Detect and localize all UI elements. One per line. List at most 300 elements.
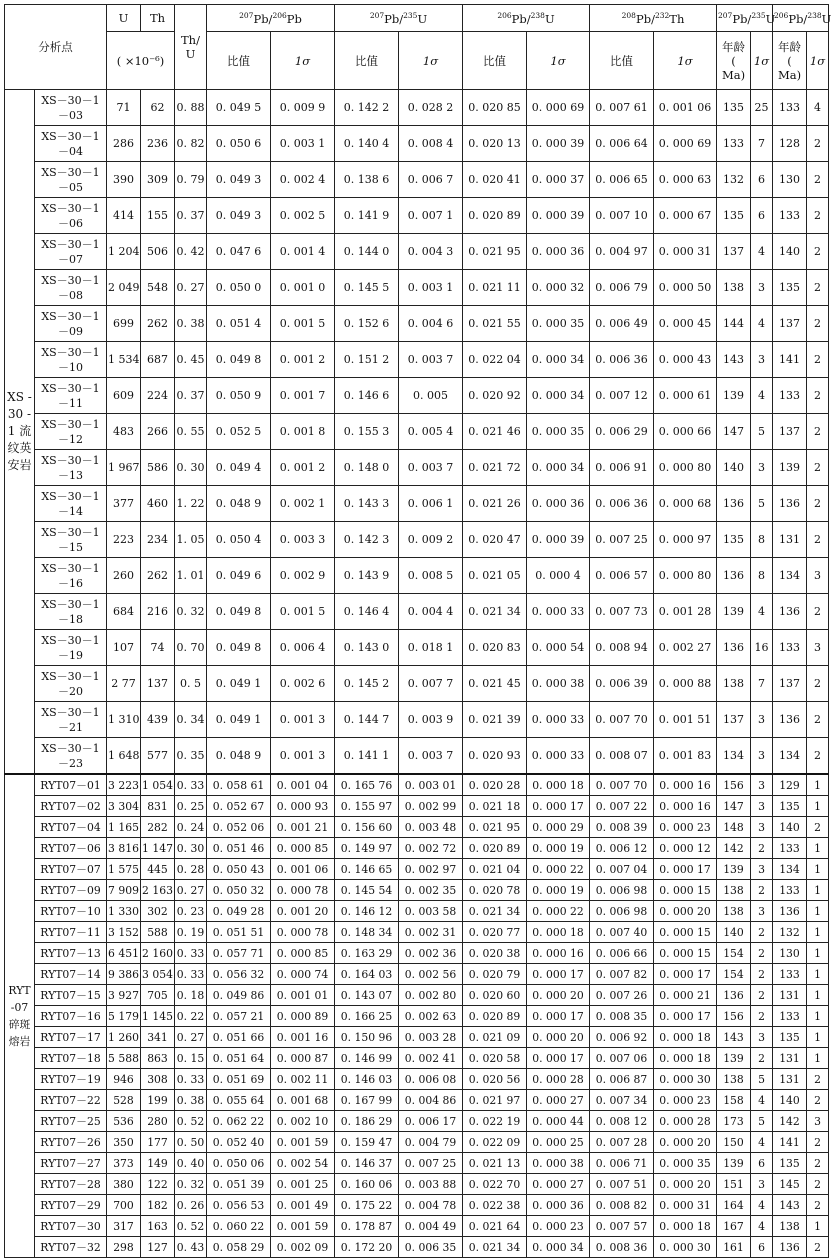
data-cell: 0. 050 06 <box>207 1153 271 1174</box>
data-cell: 0. 000 39 <box>527 198 590 234</box>
header-sigma: 1σ <box>807 32 829 90</box>
data-cell: 0. 003 28 <box>399 1027 463 1048</box>
spot-id-cell: XS－30－1－09 <box>35 306 107 342</box>
spot-id-cell: XS－30－1－16 <box>35 558 107 594</box>
data-cell: 0. 000 80 <box>654 558 717 594</box>
data-cell: 0. 000 20 <box>527 985 590 1006</box>
data-cell: 0. 007 82 <box>590 964 654 985</box>
data-cell: 0. 165 76 <box>335 774 399 796</box>
data-cell: 0. 000 89 <box>271 1006 335 1027</box>
data-cell: 0. 149 97 <box>335 838 399 859</box>
data-cell: 0. 051 51 <box>207 922 271 943</box>
data-cell: 138 <box>773 1216 807 1237</box>
table-row <box>5 838 829 859</box>
data-cell: 0. 003 01 <box>399 774 463 796</box>
data-cell: 3 <box>807 558 829 594</box>
data-cell: 2 <box>807 1069 829 1090</box>
spot-id-cell: RYT07－17 <box>35 1027 107 1048</box>
data-cell: 0. 006 35 <box>399 1237 463 1258</box>
data-cell: 0. 004 49 <box>399 1216 463 1237</box>
data-cell: 705 <box>141 985 175 1006</box>
header-concentration-unit: ( ×10⁻⁶) <box>107 32 175 90</box>
data-cell: 0. 002 35 <box>399 880 463 901</box>
data-cell: 380 <box>107 1174 141 1195</box>
table-row <box>5 90 829 126</box>
data-cell: 609 <box>107 378 141 414</box>
spot-id-cell: RYT07－32 <box>35 1237 107 1258</box>
data-cell: 140 <box>717 922 751 943</box>
data-cell: 0. 000 78 <box>271 922 335 943</box>
data-cell: 0. 003 1 <box>399 270 463 306</box>
data-cell: 0. 003 48 <box>399 817 463 838</box>
data-cell: 0. 002 97 <box>399 859 463 880</box>
data-cell: 0. 049 3 <box>207 162 271 198</box>
data-cell: 2 <box>807 270 829 306</box>
data-cell: 0. 000 17 <box>527 964 590 985</box>
data-cell: 0. 049 28 <box>207 901 271 922</box>
data-cell: 164 <box>717 1195 751 1216</box>
data-cell: 0. 000 18 <box>527 774 590 796</box>
data-cell: 0. 32 <box>175 1174 207 1195</box>
data-cell: 0. 001 59 <box>271 1132 335 1153</box>
data-cell: 0. 020 89 <box>463 1006 527 1027</box>
spot-id-cell: XS－30－1－03 <box>35 90 107 126</box>
data-cell: 136 <box>773 1237 807 1258</box>
spot-id-cell: XS－30－1－10 <box>35 342 107 378</box>
data-cell: 0. 000 85 <box>271 838 335 859</box>
data-cell: 2 <box>751 880 773 901</box>
data-cell: 0. 163 29 <box>335 943 399 964</box>
data-cell: 0. 003 88 <box>399 1174 463 1195</box>
data-cell: 135 <box>773 270 807 306</box>
data-cell: 0. 001 83 <box>654 738 717 775</box>
data-cell: 0. 004 86 <box>399 1090 463 1111</box>
data-cell: 5 588 <box>107 1048 141 1069</box>
data-cell: 586 <box>141 450 175 486</box>
data-cell: 0. 001 68 <box>271 1090 335 1111</box>
spot-id-cell: XS－30－1－21 <box>35 702 107 738</box>
data-cell: 0. 000 29 <box>527 817 590 838</box>
data-cell: 0. 35 <box>175 738 207 775</box>
data-cell: 2 160 <box>141 943 175 964</box>
data-cell: 2 <box>807 234 829 270</box>
data-cell: 154 <box>717 964 751 985</box>
data-cell: 0. 021 26 <box>463 486 527 522</box>
data-cell: 2 <box>807 666 829 702</box>
data-cell: 3 <box>751 702 773 738</box>
data-cell: 0. 143 0 <box>335 630 399 666</box>
header-ratio: 比值 <box>463 32 527 90</box>
data-cell: 0. 055 64 <box>207 1090 271 1111</box>
data-cell: 0. 000 18 <box>654 1027 717 1048</box>
data-cell: 0. 006 49 <box>590 306 654 342</box>
data-cell: 460 <box>141 486 175 522</box>
data-cell: 0. 22 <box>175 1006 207 1027</box>
data-cell: 0. 003 7 <box>399 450 463 486</box>
header-sigma: 1σ <box>654 32 717 90</box>
data-cell: 308 <box>141 1069 175 1090</box>
data-cell: 3 <box>807 1111 829 1132</box>
data-cell: 0. 006 65 <box>590 162 654 198</box>
data-cell: 0. 051 69 <box>207 1069 271 1090</box>
data-cell: 0. 049 8 <box>207 630 271 666</box>
data-cell: 0. 049 86 <box>207 985 271 1006</box>
data-cell: 0. 001 7 <box>271 378 335 414</box>
data-cell: 0. 006 57 <box>590 558 654 594</box>
data-cell: 0. 002 80 <box>399 985 463 1006</box>
data-cell: 2 <box>807 378 829 414</box>
data-cell: 0. 140 4 <box>335 126 399 162</box>
data-cell: 0. 26 <box>175 1195 207 1216</box>
table-row <box>5 1006 829 1027</box>
data-cell: 0. 002 10 <box>271 1111 335 1132</box>
data-cell: 0. 151 2 <box>335 342 399 378</box>
data-cell: 142 <box>773 1111 807 1132</box>
data-cell: 0. 001 51 <box>654 702 717 738</box>
header-pb207-u235: $^{207}$Pb/$^{235}$U <box>335 5 463 32</box>
data-cell: 74 <box>141 630 175 666</box>
spot-id-cell: RYT07－19 <box>35 1069 107 1090</box>
data-cell: 0. 160 06 <box>335 1174 399 1195</box>
data-cell: 139 <box>717 378 751 414</box>
data-cell: 0. 006 12 <box>590 838 654 859</box>
data-cell: 0. 000 63 <box>654 162 717 198</box>
data-cell: 0. 000 69 <box>654 126 717 162</box>
data-cell: 390 <box>107 162 141 198</box>
data-cell: 0. 30 <box>175 838 207 859</box>
data-cell: 0. 021 55 <box>463 306 527 342</box>
data-cell: 133 <box>773 198 807 234</box>
table-row <box>5 126 829 162</box>
data-cell: 0. 006 36 <box>590 342 654 378</box>
spot-id-cell: XS－30－1－20 <box>35 666 107 702</box>
table-row <box>5 1069 829 1090</box>
data-cell: 0. 155 97 <box>335 796 399 817</box>
data-cell: 137 <box>141 666 175 702</box>
table-row <box>5 234 829 270</box>
spot-id-cell: XS－30－1－13 <box>35 450 107 486</box>
data-cell: 0. 143 07 <box>335 985 399 1006</box>
data-cell: 140 <box>717 450 751 486</box>
data-cell: 16 <box>751 630 773 666</box>
data-cell: 4 <box>807 90 829 126</box>
data-cell: 155 <box>141 198 175 234</box>
data-cell: 7 <box>751 666 773 702</box>
table-row <box>5 1216 829 1237</box>
data-cell: 0. 45 <box>175 342 207 378</box>
data-cell: 0. 000 20 <box>527 1027 590 1048</box>
data-cell: 0. 000 87 <box>271 1048 335 1069</box>
data-cell: 0. 142 2 <box>335 90 399 126</box>
data-cell: 137 <box>773 414 807 450</box>
data-cell: 0. 002 72 <box>399 838 463 859</box>
data-cell: 8 <box>751 558 773 594</box>
spot-id-cell: RYT07－10 <box>35 901 107 922</box>
data-cell: 0. 007 12 <box>590 378 654 414</box>
spot-id-cell: RYT07－26 <box>35 1132 107 1153</box>
data-cell: 0. 049 6 <box>207 558 271 594</box>
data-cell: 139 <box>717 594 751 630</box>
spot-id-cell: RYT07－22 <box>35 1090 107 1111</box>
data-cell: 224 <box>141 378 175 414</box>
data-cell: 0. 057 71 <box>207 943 271 964</box>
data-cell: 143 <box>717 1027 751 1048</box>
spot-id-cell: RYT07－04 <box>35 817 107 838</box>
data-cell: 0. 007 7 <box>399 666 463 702</box>
data-cell: 0. 24 <box>175 817 207 838</box>
data-cell: 0. 001 28 <box>654 594 717 630</box>
data-cell: 0. 001 16 <box>271 1027 335 1048</box>
data-cell: 2 <box>807 414 829 450</box>
data-cell: 1 260 <box>107 1027 141 1048</box>
data-cell: 0. 050 6 <box>207 126 271 162</box>
data-cell: 135 <box>717 198 751 234</box>
data-cell: 2 <box>751 1048 773 1069</box>
data-cell: 0. 003 58 <box>399 901 463 922</box>
table-row <box>5 702 829 738</box>
header-ratio: 比值 <box>207 32 271 90</box>
data-cell: 0. 008 07 <box>590 738 654 775</box>
data-cell: 0. 009 2 <box>399 522 463 558</box>
data-cell: 3 <box>751 1027 773 1048</box>
data-cell: 127 <box>141 1237 175 1258</box>
data-cell: 0. 146 99 <box>335 1048 399 1069</box>
data-cell: 139 <box>717 1153 751 1174</box>
data-cell: 548 <box>141 270 175 306</box>
table-body <box>5 90 829 1258</box>
data-cell: 0. 021 45 <box>463 666 527 702</box>
spot-id-cell: XS－30－1－18 <box>35 594 107 630</box>
data-cell: 0. 052 06 <box>207 817 271 838</box>
data-cell: 0. 000 16 <box>654 796 717 817</box>
data-cell: 0. 000 17 <box>527 796 590 817</box>
data-cell: 1 165 <box>107 817 141 838</box>
data-cell: 0. 145 54 <box>335 880 399 901</box>
data-cell: 0. 000 36 <box>527 234 590 270</box>
data-cell: 0. 000 34 <box>527 450 590 486</box>
data-cell: 0. 000 17 <box>527 1006 590 1027</box>
data-cell: 0. 156 60 <box>335 817 399 838</box>
data-cell: 2 <box>751 943 773 964</box>
data-cell: 0. 000 67 <box>654 198 717 234</box>
data-cell: 163 <box>141 1216 175 1237</box>
table-row <box>5 1048 829 1069</box>
data-cell: 5 <box>751 414 773 450</box>
header-age: 年龄 ( Ma) <box>773 32 807 90</box>
data-cell: 0. 007 34 <box>590 1090 654 1111</box>
data-cell: 2 <box>807 738 829 775</box>
data-cell: 0. 52 <box>175 1216 207 1237</box>
data-cell: 0. 002 27 <box>654 630 717 666</box>
data-cell: 0. 008 35 <box>590 1006 654 1027</box>
table-row <box>5 450 829 486</box>
data-cell: 377 <box>107 486 141 522</box>
data-cell: 3 <box>751 796 773 817</box>
data-cell: 0. 047 6 <box>207 234 271 270</box>
table-row <box>5 796 829 817</box>
data-cell: 0. 006 98 <box>590 880 654 901</box>
data-cell: 0. 000 45 <box>654 306 717 342</box>
data-cell: 0. 164 03 <box>335 964 399 985</box>
data-cell: 0. 000 39 <box>527 522 590 558</box>
data-cell: 0. 70 <box>175 630 207 666</box>
spot-id-cell: XS－30－1－04 <box>35 126 107 162</box>
data-cell: 0. 021 34 <box>463 594 527 630</box>
data-cell: 139 <box>773 450 807 486</box>
data-cell: 2 <box>751 985 773 1006</box>
data-cell: 0. 000 28 <box>527 1069 590 1090</box>
data-cell: 0. 001 20 <box>271 901 335 922</box>
spot-id-cell: XS－30－1－12 <box>35 414 107 450</box>
data-cell: 0. 000 66 <box>654 414 717 450</box>
data-cell: 0. 88 <box>175 90 207 126</box>
data-cell: 439 <box>141 702 175 738</box>
data-cell: 0. 020 92 <box>463 378 527 414</box>
table-row <box>5 985 829 1006</box>
spot-id-cell: RYT07－30 <box>35 1216 107 1237</box>
data-cell: 0. 058 29 <box>207 1237 271 1258</box>
data-cell: 0. 145 5 <box>335 270 399 306</box>
zircon-u-pb-data-table <box>4 4 829 1258</box>
data-cell: 0. 002 41 <box>399 1048 463 1069</box>
data-cell: 136 <box>717 985 751 1006</box>
data-cell: 137 <box>717 702 751 738</box>
data-cell: 0. 000 23 <box>654 1090 717 1111</box>
data-cell: 0. 143 3 <box>335 486 399 522</box>
data-cell: 0. 82 <box>175 126 207 162</box>
data-cell: 0. 138 6 <box>335 162 399 198</box>
data-cell: 0. 006 1 <box>399 486 463 522</box>
data-cell: 0. 000 4 <box>527 558 590 594</box>
data-cell: 5 <box>751 1111 773 1132</box>
data-cell: 0. 000 16 <box>527 943 590 964</box>
data-cell: 0. 27 <box>175 880 207 901</box>
data-cell: 0. 020 13 <box>463 126 527 162</box>
data-cell: 0. 000 23 <box>654 817 717 838</box>
data-cell: 0. 000 22 <box>527 901 590 922</box>
data-cell: 182 <box>141 1195 175 1216</box>
data-cell: 161 <box>717 1237 751 1258</box>
data-cell: 156 <box>717 1006 751 1027</box>
table-row <box>5 817 829 838</box>
data-cell: 0. 020 41 <box>463 162 527 198</box>
data-cell: 0. 020 89 <box>463 838 527 859</box>
data-cell: 154 <box>717 943 751 964</box>
spot-id-cell: RYT07－29 <box>35 1195 107 1216</box>
data-cell: 0. 049 8 <box>207 342 271 378</box>
data-cell: 136 <box>717 630 751 666</box>
data-cell: 831 <box>141 796 175 817</box>
data-cell: 131 <box>773 1069 807 1090</box>
data-cell: 0. 000 38 <box>527 666 590 702</box>
data-cell: 0. 159 47 <box>335 1132 399 1153</box>
data-cell: 3 927 <box>107 985 141 1006</box>
data-cell: 483 <box>107 414 141 450</box>
data-cell: 0. 000 28 <box>654 1111 717 1132</box>
data-cell: 0. 021 04 <box>463 859 527 880</box>
data-cell: 0. 18 <box>175 985 207 1006</box>
data-cell: 0. 020 89 <box>463 198 527 234</box>
data-cell: 2 <box>751 922 773 943</box>
data-cell: 6 <box>751 162 773 198</box>
header-sigma: 1σ <box>399 32 463 90</box>
data-cell: 0. 000 17 <box>654 964 717 985</box>
data-cell: 0. 008 82 <box>590 1195 654 1216</box>
data-cell: 131 <box>773 522 807 558</box>
data-cell: 1 <box>807 1006 829 1027</box>
data-cell: 0. 020 56 <box>463 1069 527 1090</box>
data-cell: 0. 005 4 <box>399 414 463 450</box>
data-cell: 0. 146 03 <box>335 1069 399 1090</box>
data-cell: 0. 004 4 <box>399 594 463 630</box>
data-cell: 0. 001 01 <box>271 985 335 1006</box>
table-row <box>5 1195 829 1216</box>
data-cell: 0. 007 1 <box>399 198 463 234</box>
data-cell: 140 <box>773 1090 807 1111</box>
spot-id-cell: XS－30－1－19 <box>35 630 107 666</box>
data-cell: 863 <box>141 1048 175 1069</box>
data-cell: 0. 050 32 <box>207 880 271 901</box>
data-cell: 0. 007 70 <box>590 774 654 796</box>
data-cell: 700 <box>107 1195 141 1216</box>
data-cell: 2 <box>751 964 773 985</box>
spot-id-cell: XS－30－1－15 <box>35 522 107 558</box>
data-cell: 131 <box>773 1048 807 1069</box>
data-cell: 223 <box>107 522 141 558</box>
data-cell: 0. 052 67 <box>207 796 271 817</box>
data-cell: 0. 000 33 <box>527 738 590 775</box>
data-cell: 0. 021 18 <box>463 796 527 817</box>
data-cell: 0. 006 87 <box>590 1069 654 1090</box>
table-row <box>5 1174 829 1195</box>
data-cell: 0. 020 93 <box>463 738 527 775</box>
data-cell: 0. 000 34 <box>527 342 590 378</box>
data-cell: 0. 000 33 <box>527 594 590 630</box>
data-cell: 0. 000 54 <box>527 630 590 666</box>
data-cell: 0. 000 80 <box>654 450 717 486</box>
data-cell: 0. 021 64 <box>463 1216 527 1237</box>
data-cell: 0. 000 17 <box>654 859 717 880</box>
data-cell: 0. 000 97 <box>654 522 717 558</box>
data-cell: 0. 007 25 <box>399 1153 463 1174</box>
data-cell: 0. 049 1 <box>207 666 271 702</box>
data-cell: 3 054 <box>141 964 175 985</box>
data-cell: 0. 004 97 <box>590 234 654 270</box>
data-cell: 0. 34 <box>175 702 207 738</box>
data-cell: 0. 021 72 <box>463 450 527 486</box>
data-cell: 0. 000 15 <box>654 943 717 964</box>
data-cell: 0. 172 20 <box>335 1237 399 1258</box>
spot-id-cell: XS－30－1－06 <box>35 198 107 234</box>
data-cell: 5 <box>751 486 773 522</box>
data-cell: 0. 020 83 <box>463 630 527 666</box>
data-cell: 0. 004 6 <box>399 306 463 342</box>
data-cell: 0. 146 4 <box>335 594 399 630</box>
data-cell: 0. 060 22 <box>207 1216 271 1237</box>
sample-group-label: XS - 30 - 1 流纹英安岩 <box>5 90 35 775</box>
data-cell: 2 <box>807 1090 829 1111</box>
data-cell: 0. 002 36 <box>399 943 463 964</box>
data-cell: 133 <box>773 964 807 985</box>
data-cell: 132 <box>717 162 751 198</box>
data-cell: 133 <box>717 126 751 162</box>
spot-id-cell: RYT07－18 <box>35 1048 107 1069</box>
data-cell: 0. 38 <box>175 306 207 342</box>
data-cell: 0. 020 79 <box>463 964 527 985</box>
data-cell: 138 <box>717 1069 751 1090</box>
spot-id-cell: RYT07－02 <box>35 796 107 817</box>
table-row <box>5 306 829 342</box>
